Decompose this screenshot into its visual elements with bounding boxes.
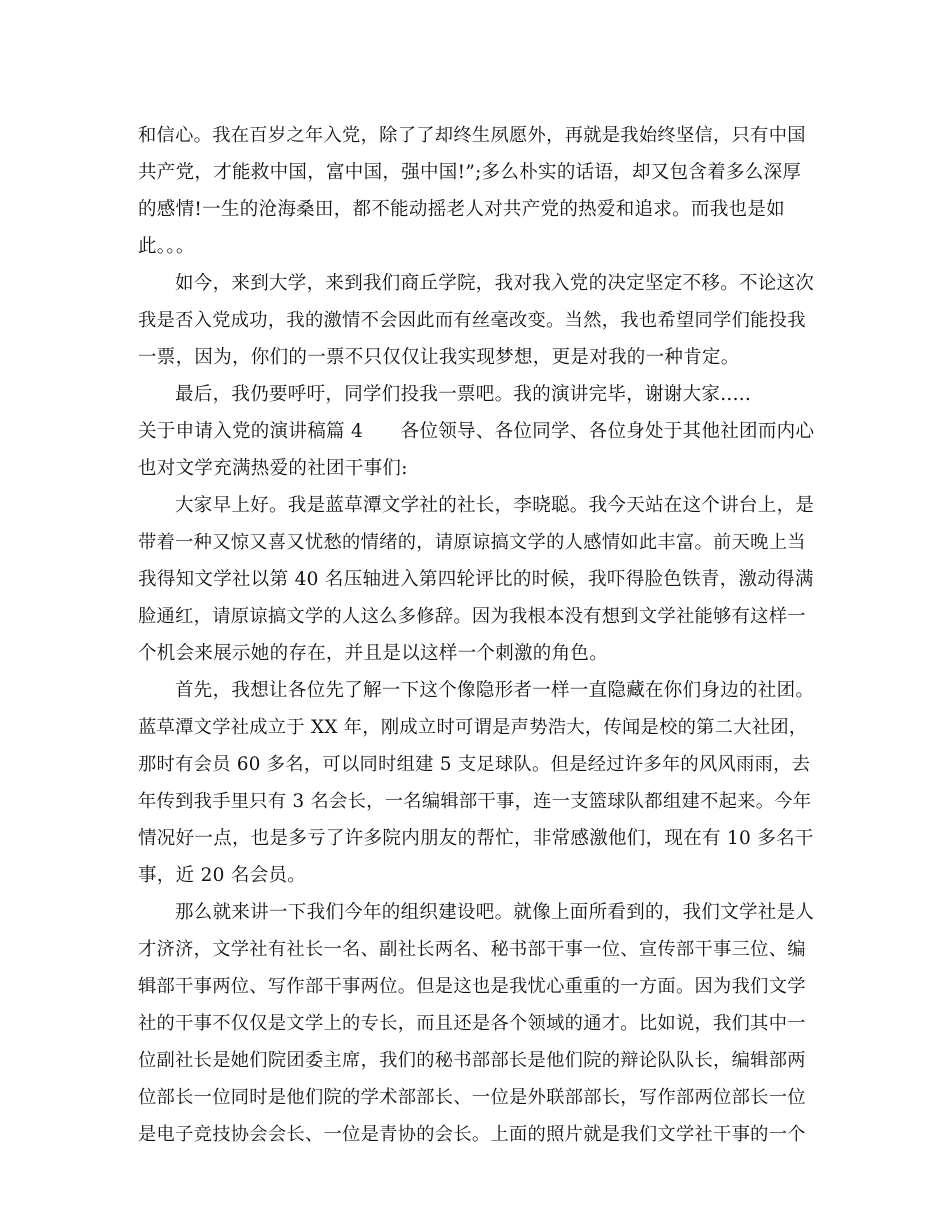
text-line-content: 一票，因为，你们的一票不只仅仅让我实现梦想，更是对我的一种肯定。 — [138, 347, 740, 368]
text-line — [138, 1042, 814, 1079]
text-line — [138, 487, 814, 524]
text-line — [138, 598, 814, 635]
text-line-content: 我是否入党成功，我的激情不会因此而有丝毫改变。当然，我也希望同学们能投我 — [138, 310, 806, 331]
text-line-content: 个机会来展示她的存在，并且是以这样一个刺激的角色。 — [138, 643, 609, 664]
text-line — [138, 524, 814, 561]
text-line — [138, 894, 814, 931]
text-line — [138, 413, 814, 450]
text-line-content: 共产党，才能救中国，富中国，强中国!”;多么朴实的话语，却又包含着多么深厚 — [138, 162, 802, 183]
text-line — [138, 561, 814, 598]
text-line — [138, 339, 814, 376]
text-line-content: 我得知文学社以第 40 名压轴进入第四轮评比的时候，我吓得脸色铁青，激动得满 — [138, 569, 814, 590]
text-line-content: 那么就来讲一下我们今年的组织建设吧。就像上面所看到的，我们文学社是人 — [175, 902, 815, 923]
text-line-content: 是电子竞技协会会长、一位是青协的会长。上面的照片就是我们文学社干事的一个 — [138, 1124, 806, 1145]
text-line-content: 才济济，文学社有社长一名、副社长两名、秘书部干事一位、宣传部干事三位、编 — [138, 939, 806, 960]
text-line-content: 首先，我想让各位先了解一下这个像隐形者一样一直隐藏在你们身边的社团。 — [175, 680, 815, 701]
text-line — [138, 191, 814, 228]
text-line-content: 最后，我仍要呼吁，同学们投我一票吧。我的演讲完毕，谢谢大家..... — [175, 384, 752, 405]
text-line — [138, 746, 814, 783]
text-line — [138, 154, 814, 191]
document-body — [138, 117, 814, 1153]
text-line — [138, 450, 814, 487]
text-line — [138, 1116, 814, 1153]
text-line-content: 带着一种又惊又喜又忧愁的情绪的，请原谅搞文学的人感情如此丰富。前天晚上当 — [138, 532, 806, 553]
text-line — [138, 228, 814, 265]
text-line — [138, 1079, 814, 1116]
text-line — [138, 672, 814, 709]
text-line-content: 情况好一点，也是多亏了许多院内朋友的帮忙，非常感激他们，现在有 10 多名干 — [138, 828, 814, 849]
text-line — [138, 931, 814, 968]
text-line — [138, 1005, 814, 1042]
text-line — [138, 117, 814, 154]
text-line-content: 位部长一位同时是他们院的学术部部长、一位是外联部部长，写作部两位部长一位 — [138, 1087, 806, 1108]
text-line-content: 如今，来到大学，来到我们商丘学院，我对我入党的决定坚定不移。不论这次 — [175, 273, 815, 294]
text-line — [138, 376, 814, 413]
text-line-content: 辑部干事两位、写作部干事两位。但是这也是我忧心重重的一方面。因为我们文学 — [138, 976, 806, 997]
text-line — [138, 857, 814, 894]
text-line-content: 事，近 20 名会员。 — [138, 865, 307, 886]
text-line-content: 蓝草潭文学社成立于 XX 年，刚成立时可谓是声势浩大，传闻是校的第二大社团， — [138, 717, 808, 738]
text-line-content: 社的干事不仅仅是文学上的专长，而且还是各个领域的通才。比如说，我们其中一 — [138, 1013, 806, 1034]
text-line-content: 年传到我手里只有 3 名会长，一名编辑部干事，连一支篮球队都组建不起来。今年 — [138, 791, 812, 812]
text-line-content: 的感情!一生的沧海桑田，都不能动摇老人对共产党的热爱和追求。而我也是如 — [138, 199, 785, 220]
text-line-content: 脸通红，请原谅搞文学的人这么多修辞。因为我根本没有想到文学社能够有这样一 — [138, 606, 806, 627]
text-line-content: 大家早上好。我是蓝草潭文学社的社长，李晓聪。我今天站在这个讲台上，是 — [175, 495, 815, 516]
text-line — [138, 968, 814, 1005]
text-line — [138, 783, 814, 820]
text-line-content: 和信心。我在百岁之年入党，除了了却终生夙愿外，再就是我始终坚信，只有中国 — [138, 125, 806, 146]
text-line — [138, 820, 814, 857]
text-line — [138, 709, 814, 746]
text-line — [138, 302, 814, 339]
text-line — [138, 635, 814, 672]
text-line-content: 此。。。 — [138, 236, 195, 257]
text-line-content: 也对文学充满热爱的社团干事们: — [138, 458, 408, 479]
text-line-content: 位副社长是她们院团委主席，我们的秘书部部长是他们院的辩论队队长，编辑部两 — [138, 1050, 806, 1071]
text-line-content: 关于申请入党的演讲稿篇 4 各位领导、各位同学、各位身处于其他社团而内心 — [138, 421, 815, 442]
text-line — [138, 265, 814, 302]
text-line-content: 那时有会员 60 多名，可以同时组建 5 支足球队。但是经过许多年的风风雨雨，去 — [138, 754, 811, 775]
